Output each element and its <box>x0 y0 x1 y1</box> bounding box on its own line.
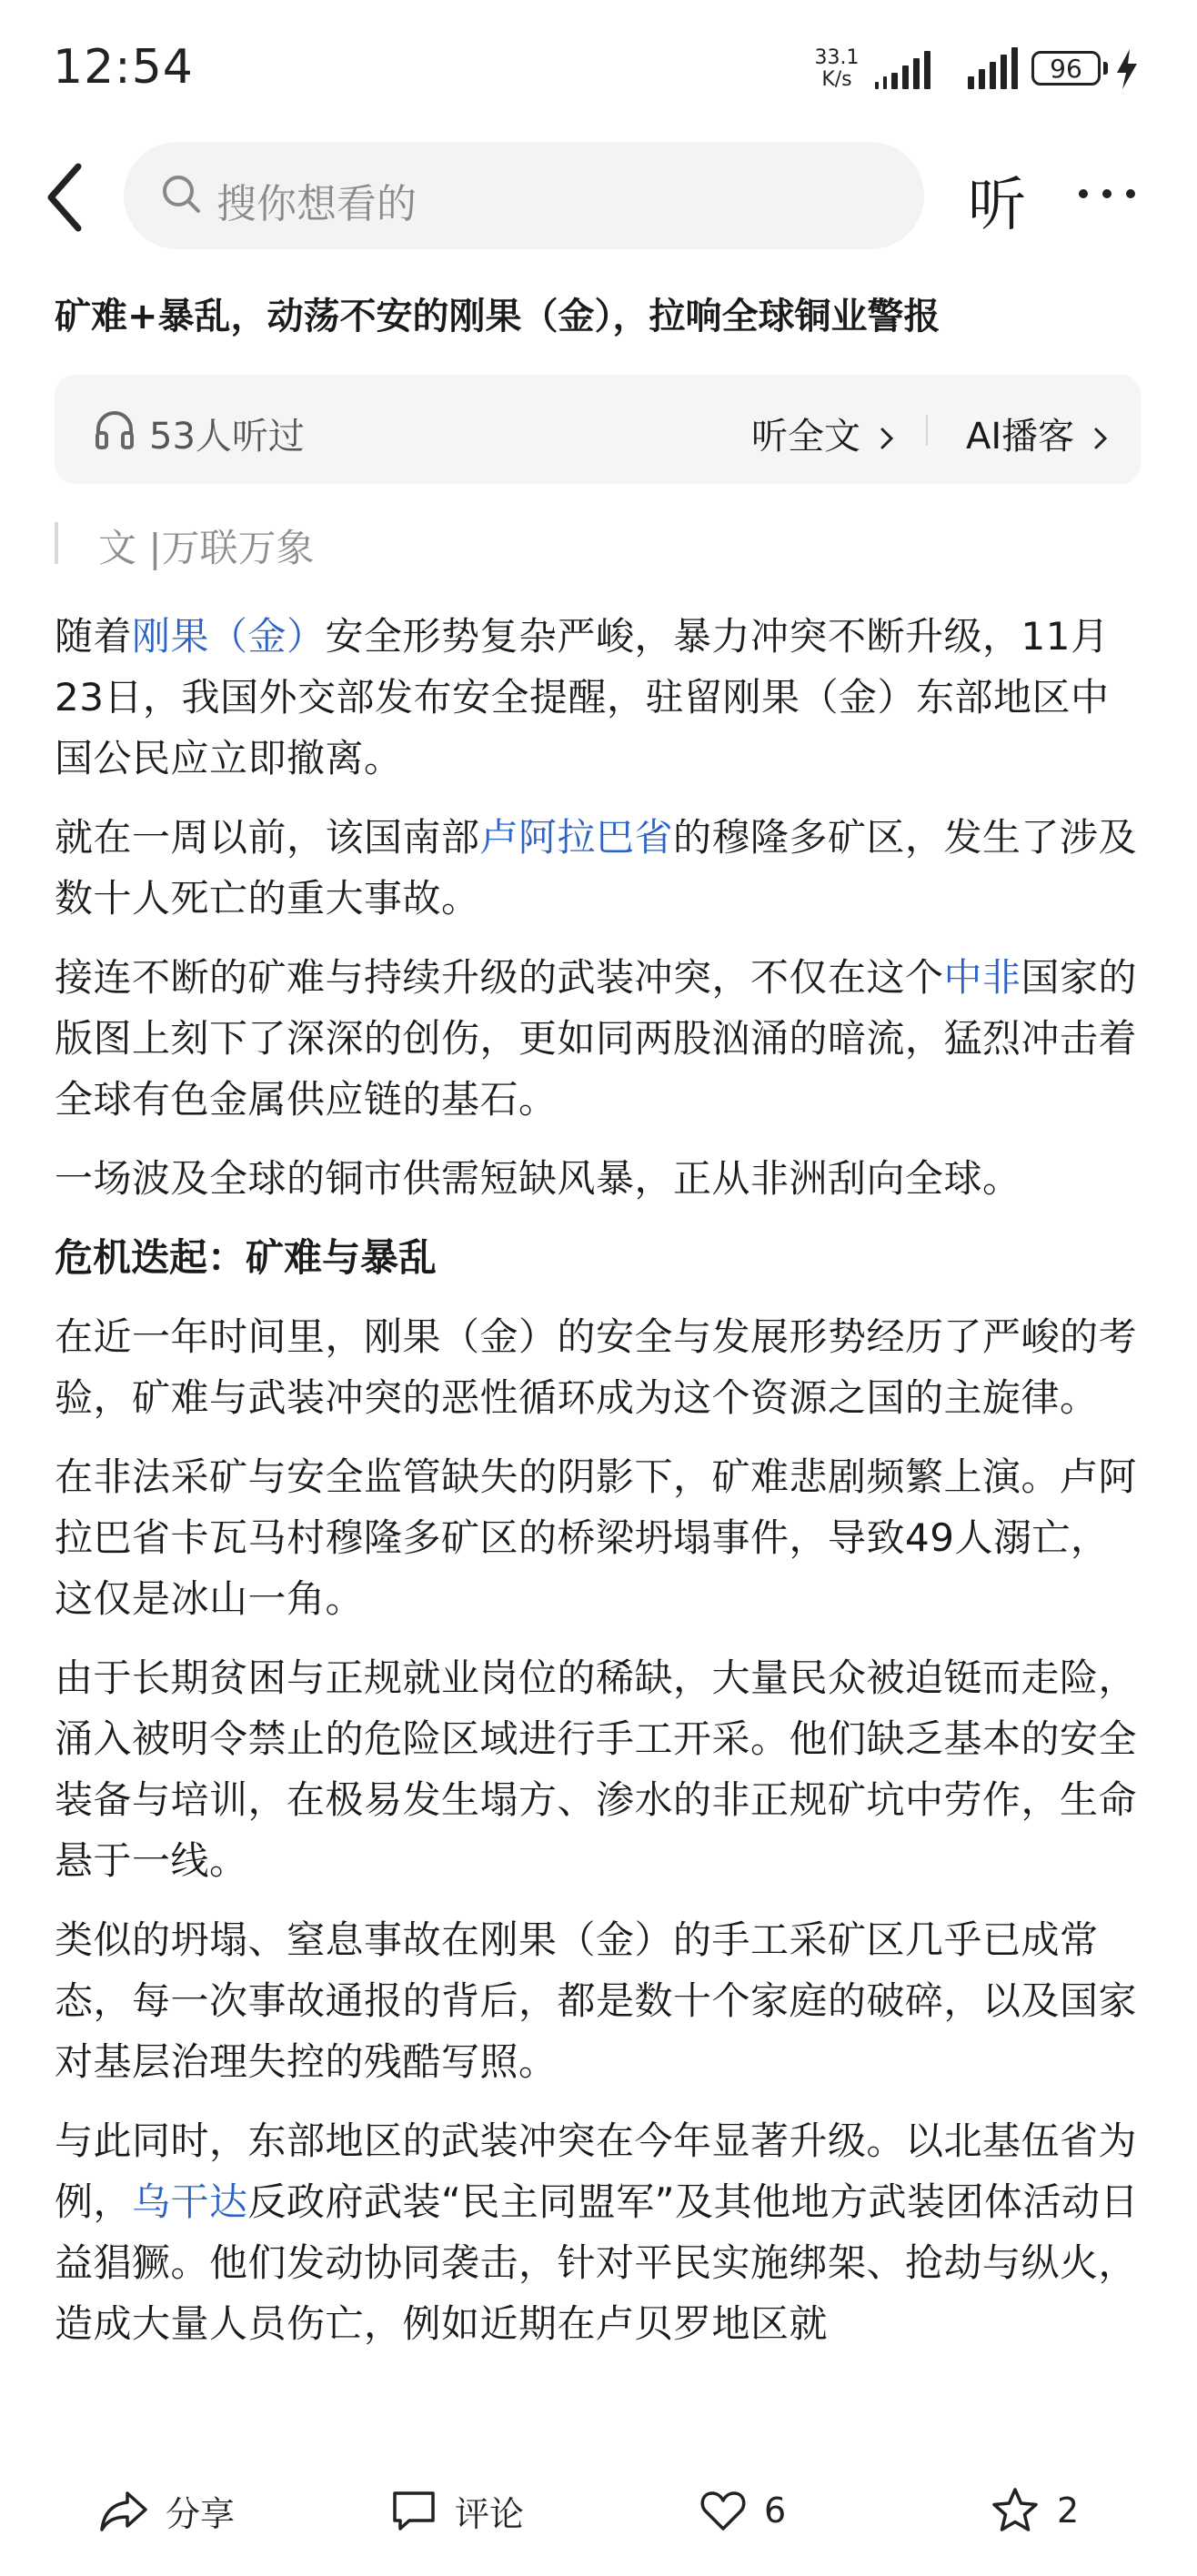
paragraph-9 <box>55 2110 1142 2354</box>
star-icon <box>990 2486 1041 2535</box>
text: 与此同时，东部地区的武装冲突在今年显著升级。以北基伍省为例， <box>55 2118 1138 2224</box>
section-heading: 危机迭起：矿难与暴乱 <box>55 1235 438 1280</box>
ai-podcast-button[interactable] <box>966 408 1110 459</box>
share-label: 分享 <box>166 2493 236 2534</box>
paragraph-2 <box>55 807 1142 929</box>
bottom-action-bar <box>0 2456 1197 2576</box>
search-icon <box>160 173 204 216</box>
link-lualaba[interactable]: 卢阿拉巴省 <box>479 815 674 860</box>
more-options-icon[interactable] <box>1079 180 1161 207</box>
paragraph-4: 一场波及全球的铜市供需短缺风暴，正从非洲刮向全球。 <box>55 1156 1021 1201</box>
text: 接连不断的矿难与持续升级的武装冲突，不仅在这个 <box>55 955 944 1000</box>
like-button[interactable] <box>699 2483 786 2538</box>
favorite-button[interactable] <box>990 2483 1079 2538</box>
signal-strength-icon <box>875 49 930 89</box>
article-author: 文 |万联万象 <box>98 526 315 570</box>
paragraph-5: 在近一年时间里，刚果（金）的安全与发展形势经历了严峻的考验，矿难与武装冲突的恶性循环成为这个资源之国的主旋律。 <box>55 1314 1138 1420</box>
signal-strength-icon-2 <box>968 49 1018 89</box>
paragraph-7: 由于长期贫困与正规就业岗位的稀缺，大量民众被迫铤而走险，涌入被明令禁止的危险区域进行手工开采。他们缺乏基本的安全装备与培训，在极易发生塌方、渗水的非正规矿坑中劳作，生命悬于一线。 <box>55 1655 1138 1883</box>
listen-button[interactable]: 听 <box>968 172 1026 239</box>
listen-full-article-button[interactable] <box>751 408 896 459</box>
audio-listen-card <box>55 375 1141 484</box>
link-uganda[interactable]: 乌干达 <box>132 2179 248 2224</box>
network-speed-unit: K/s <box>821 68 852 91</box>
text: 安全形势复杂严峻，暴力冲突不断升级，11月23日，我国外交部发布安全提醒，驻留刚果（金）东部地区中国公民应立即撤离。 <box>55 614 1110 780</box>
headphones-icon <box>93 408 136 451</box>
status-bar <box>0 0 1197 136</box>
search-input[interactable] <box>124 142 924 249</box>
paragraph-6: 在非法采矿与安全监管缺失的阴影下，矿难悲剧频繁上演。卢阿拉巴省卡瓦马村穆隆多矿区的桥梁坍塌事件，导致49人溺亡，这仅是冰山一角。 <box>55 1454 1138 1621</box>
link-drc[interactable]: 刚果（金） <box>132 614 326 659</box>
search-placeholder: 搜你想看的 <box>216 181 417 227</box>
charging-icon <box>1113 47 1141 91</box>
author-quote-bar <box>55 522 58 564</box>
share-icon <box>98 2488 149 2533</box>
text: 随着 <box>55 614 133 659</box>
card-divider <box>926 415 928 446</box>
text: 就在一周以前，该国南部 <box>55 815 480 860</box>
battery-tip <box>1103 62 1108 75</box>
listen-full-label: 听全文 <box>751 416 860 458</box>
paragraph-1 <box>55 606 1142 789</box>
article-title: 矿难+暴乱，动荡不安的刚果（金），拉响全球铜业警报 <box>55 296 940 337</box>
link-central-africa[interactable]: 中非 <box>943 955 1021 1000</box>
network-speed <box>810 47 864 91</box>
favorite-count: 2 <box>1057 2490 1080 2531</box>
chevron-right-icon <box>878 425 896 452</box>
status-time: 12:54 <box>53 40 194 95</box>
battery-level: 96 <box>1050 53 1082 84</box>
text: 的穆隆多矿区，发生了涉及数十人死亡的重大事故。 <box>55 815 1138 921</box>
top-navigation <box>0 136 1197 255</box>
paragraph-8: 类似的坍塌、窒息事故在刚果（金）的手工采矿区几乎已成常态，每一次事故通报的背后，都是数十个家庭的破碎，以及国家对基层治理失控的残酷写照。 <box>55 1917 1138 2084</box>
comment-label: 评论 <box>455 2493 525 2534</box>
network-speed-value: 33.1 <box>814 46 860 69</box>
like-count: 6 <box>764 2490 787 2531</box>
paragraph-3 <box>55 947 1142 1130</box>
comment-icon <box>389 2488 438 2533</box>
text: 反政府武装“民主同盟军”及其他地方武装团体活动日益猖獗。他们发动协同袭击，针对平民实施绑架、抢劫与纵火，造成大量人员伤亡，例如近期在卢贝罗地区就 <box>55 2179 1140 2346</box>
ai-podcast-label: AI播客 <box>966 416 1075 458</box>
comment-button[interactable] <box>389 2483 524 2538</box>
text: 国家的版图上刻下了深深的创伤，更如同两股汹涌的暗流，猛烈冲击着全球有色金属供应链的基石。 <box>55 955 1138 1122</box>
battery-icon <box>1031 51 1101 86</box>
chevron-right-icon <box>1091 425 1110 452</box>
heart-icon <box>699 2488 748 2533</box>
article-body <box>55 606 1142 2372</box>
back-arrow-icon[interactable] <box>44 161 89 234</box>
listen-count: 53人听过 <box>149 416 305 458</box>
share-button[interactable] <box>98 2483 235 2538</box>
